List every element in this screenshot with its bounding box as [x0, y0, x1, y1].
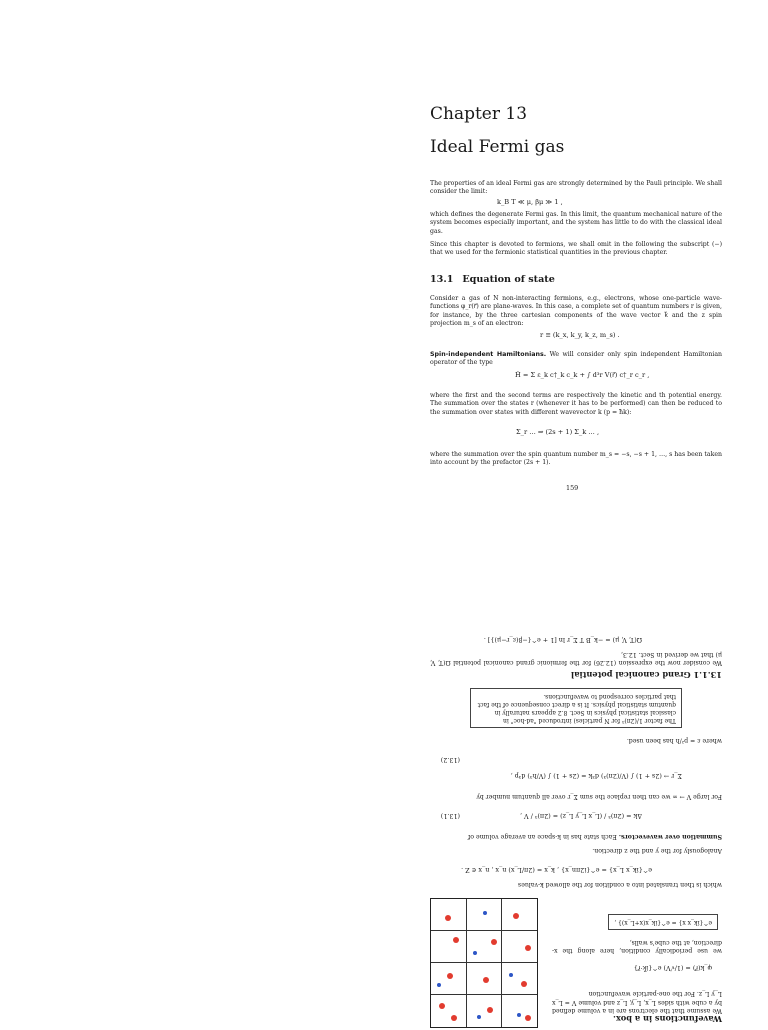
state-paragraph: Consider a gas of N non-interacting fermions, e.g., electrons, whose one-particle wave-functions φ_r(r⃗) are plane-waves. In this case, a complete set of quantum numbers r is given, for instance, by the three cartesian components of the wave vector k⃗ and the z spin projection m_s of an electron: — [430, 295, 722, 328]
quantum-numbers-equation: r ≡ (k_x, k_y, k_z, m_s) . — [540, 331, 620, 339]
hamiltonian-equation: Ĥ = Σ ε_k c†_k c_k + ∫ d³r V(r⃗) c†_r c_r , — [515, 371, 650, 379]
atom-icon — [525, 1015, 531, 1021]
gcp-heading: Wavefunctions in a box. — [613, 1014, 722, 1024]
spin-paragraph: where the summation over the spin quantum number m_s = −s, −s + 1, …, s has been taken into account by the prefactor (2s + 1). — [430, 451, 722, 467]
section-number: 13.1 — [430, 274, 454, 285]
rotated-page — [430, 600, 722, 1030]
summation-paragraph — [430, 832, 722, 840]
atom-icon — [487, 1007, 493, 1013]
atom-icon — [477, 1015, 481, 1019]
chapter-label: Chapter 13 — [430, 104, 528, 124]
atom-icon — [483, 911, 487, 915]
lattice-figure — [430, 898, 538, 1028]
hamiltonian-paragraph — [430, 351, 722, 368]
atom-icon — [513, 913, 519, 919]
atom-icon — [491, 939, 497, 945]
equation-number-1: (13.1) — [440, 812, 460, 820]
equation-number-2: (13.2) — [440, 756, 460, 764]
atom-icon — [439, 1003, 445, 1009]
wavebox-paragraph: We assume that the electrons are in a volume defined by a cube with sides L_x, L_y, L_z and volume V = L_x L_y L_z. For the one-particle wavefunction — [552, 990, 722, 1014]
atom-icon — [517, 1013, 521, 1017]
page-number: 159 — [566, 484, 579, 492]
intro-paragraph-2: which defines the degenerate Fermi gas. In this limit, the quantum mechanical nature of the system becomes especially important, and the system has little to do with the classical ideal gas. — [430, 211, 722, 235]
hamiltonian-paragraph-2: where the first and the second terms are respectively the kinetic and th potential energy. The summation over the states r (whenever it has to be performed) can then be reduced to the summation over states with different wavevector k (p = ħk): — [430, 392, 722, 416]
intro-paragraph-3: Since this chapter is devoted to fermions, we shall omit in the following the subscript (−) that we used for the fermionic statistical quantities in the previous chapter. — [430, 241, 722, 257]
hamiltonian-heading: Spin-independent Hamiltonians. — [430, 351, 547, 358]
spin-sum-equation: Σ_r … ⇒ (2s + 1) Σ_k … , — [516, 428, 600, 436]
pbc-paragraph: we use periodically condition, here along the x-direction, at the cube's walls, — [552, 938, 722, 954]
analog-paragraph: Analogously for the y and the z direction. — [592, 847, 722, 854]
section-title: Equation of state — [462, 274, 555, 285]
atom-icon — [445, 915, 451, 921]
section-heading — [430, 274, 555, 285]
wavefunction-equation: φ_k(r⃗) = (1/√V) e^{ik⃗·r⃗} — [633, 964, 712, 972]
atom-icon — [525, 945, 531, 951]
where-paragraph: where ε = p²/h has been used. — [626, 737, 722, 744]
atom-icon — [483, 977, 489, 983]
atom-icon — [447, 973, 453, 979]
degenerate-limit-equation: k_B T ≪ μ, βμ ≫ 1 , — [497, 198, 563, 206]
gcp-section-heading: 13.1.1 Grand canonical potential — [571, 670, 722, 680]
chapter-title: Ideal Fermi gas — [430, 137, 565, 157]
atom-icon — [521, 981, 527, 987]
gcp-paragraph: We consider now the expression (12.26) for the fermionic grand canonical potential Ω(T, V, μ) that we derived in Sect. 12.3, — [430, 650, 722, 666]
intro-paragraph-1: The properties of an ideal Fermi gas are strongly determined by the Pauli principle. We shall consider the limit: — [430, 180, 722, 196]
translate-paragraph: which is then translated into a condition for the allowed k-values — [518, 881, 722, 888]
sum-to-integral-equation: Σ_r → (2s + 1) ∫ (V/(2π)³) d³k = (2s + 1) ∫ (V/h³) d³p , — [510, 772, 682, 780]
dk-equation: Δk = (2π)³ / (L_x L_y L_z) = (2π)³ / V , — [519, 812, 642, 820]
note-box: The factor 1/(2π)³ for N particles) introduced "ad-hoc" in classical statistical physics in Sect. 8.2 appears naturally in quantum statistical physics. It is a direct consequence of the fact that particles correspond to wavefunctions. — [470, 688, 682, 728]
summation-heading: Summation over wavevectors. — [618, 833, 722, 840]
atom-icon — [509, 973, 513, 977]
atom-icon — [473, 951, 477, 955]
kx-equation: e^{ik_x L_x} = e^{i2πn_x} , k_x = (2π/L_x) n_x , n_x ∈ Z . — [461, 866, 652, 874]
hamiltonian-text: We will consider only spin independent Hamiltonian operator of the type — [430, 351, 723, 367]
atom-icon — [451, 1015, 457, 1021]
atom-icon — [453, 937, 459, 943]
summation-text: Each state has in k-space an average volume of — [467, 833, 617, 840]
gcp-equation: Ω(T, V, μ) = −k_B T Σ_r ln [1 + e^{−β(ε_r−μ)}] . — [483, 636, 642, 644]
atom-icon — [437, 983, 441, 987]
large-v-paragraph: For large V → ∞ we can then replace the sum Σ_r over all quantum number by — [476, 793, 722, 800]
boundary-condition-box: e^{ik_x x} = e^{ik_x(x+L_x)} , — [608, 914, 718, 930]
